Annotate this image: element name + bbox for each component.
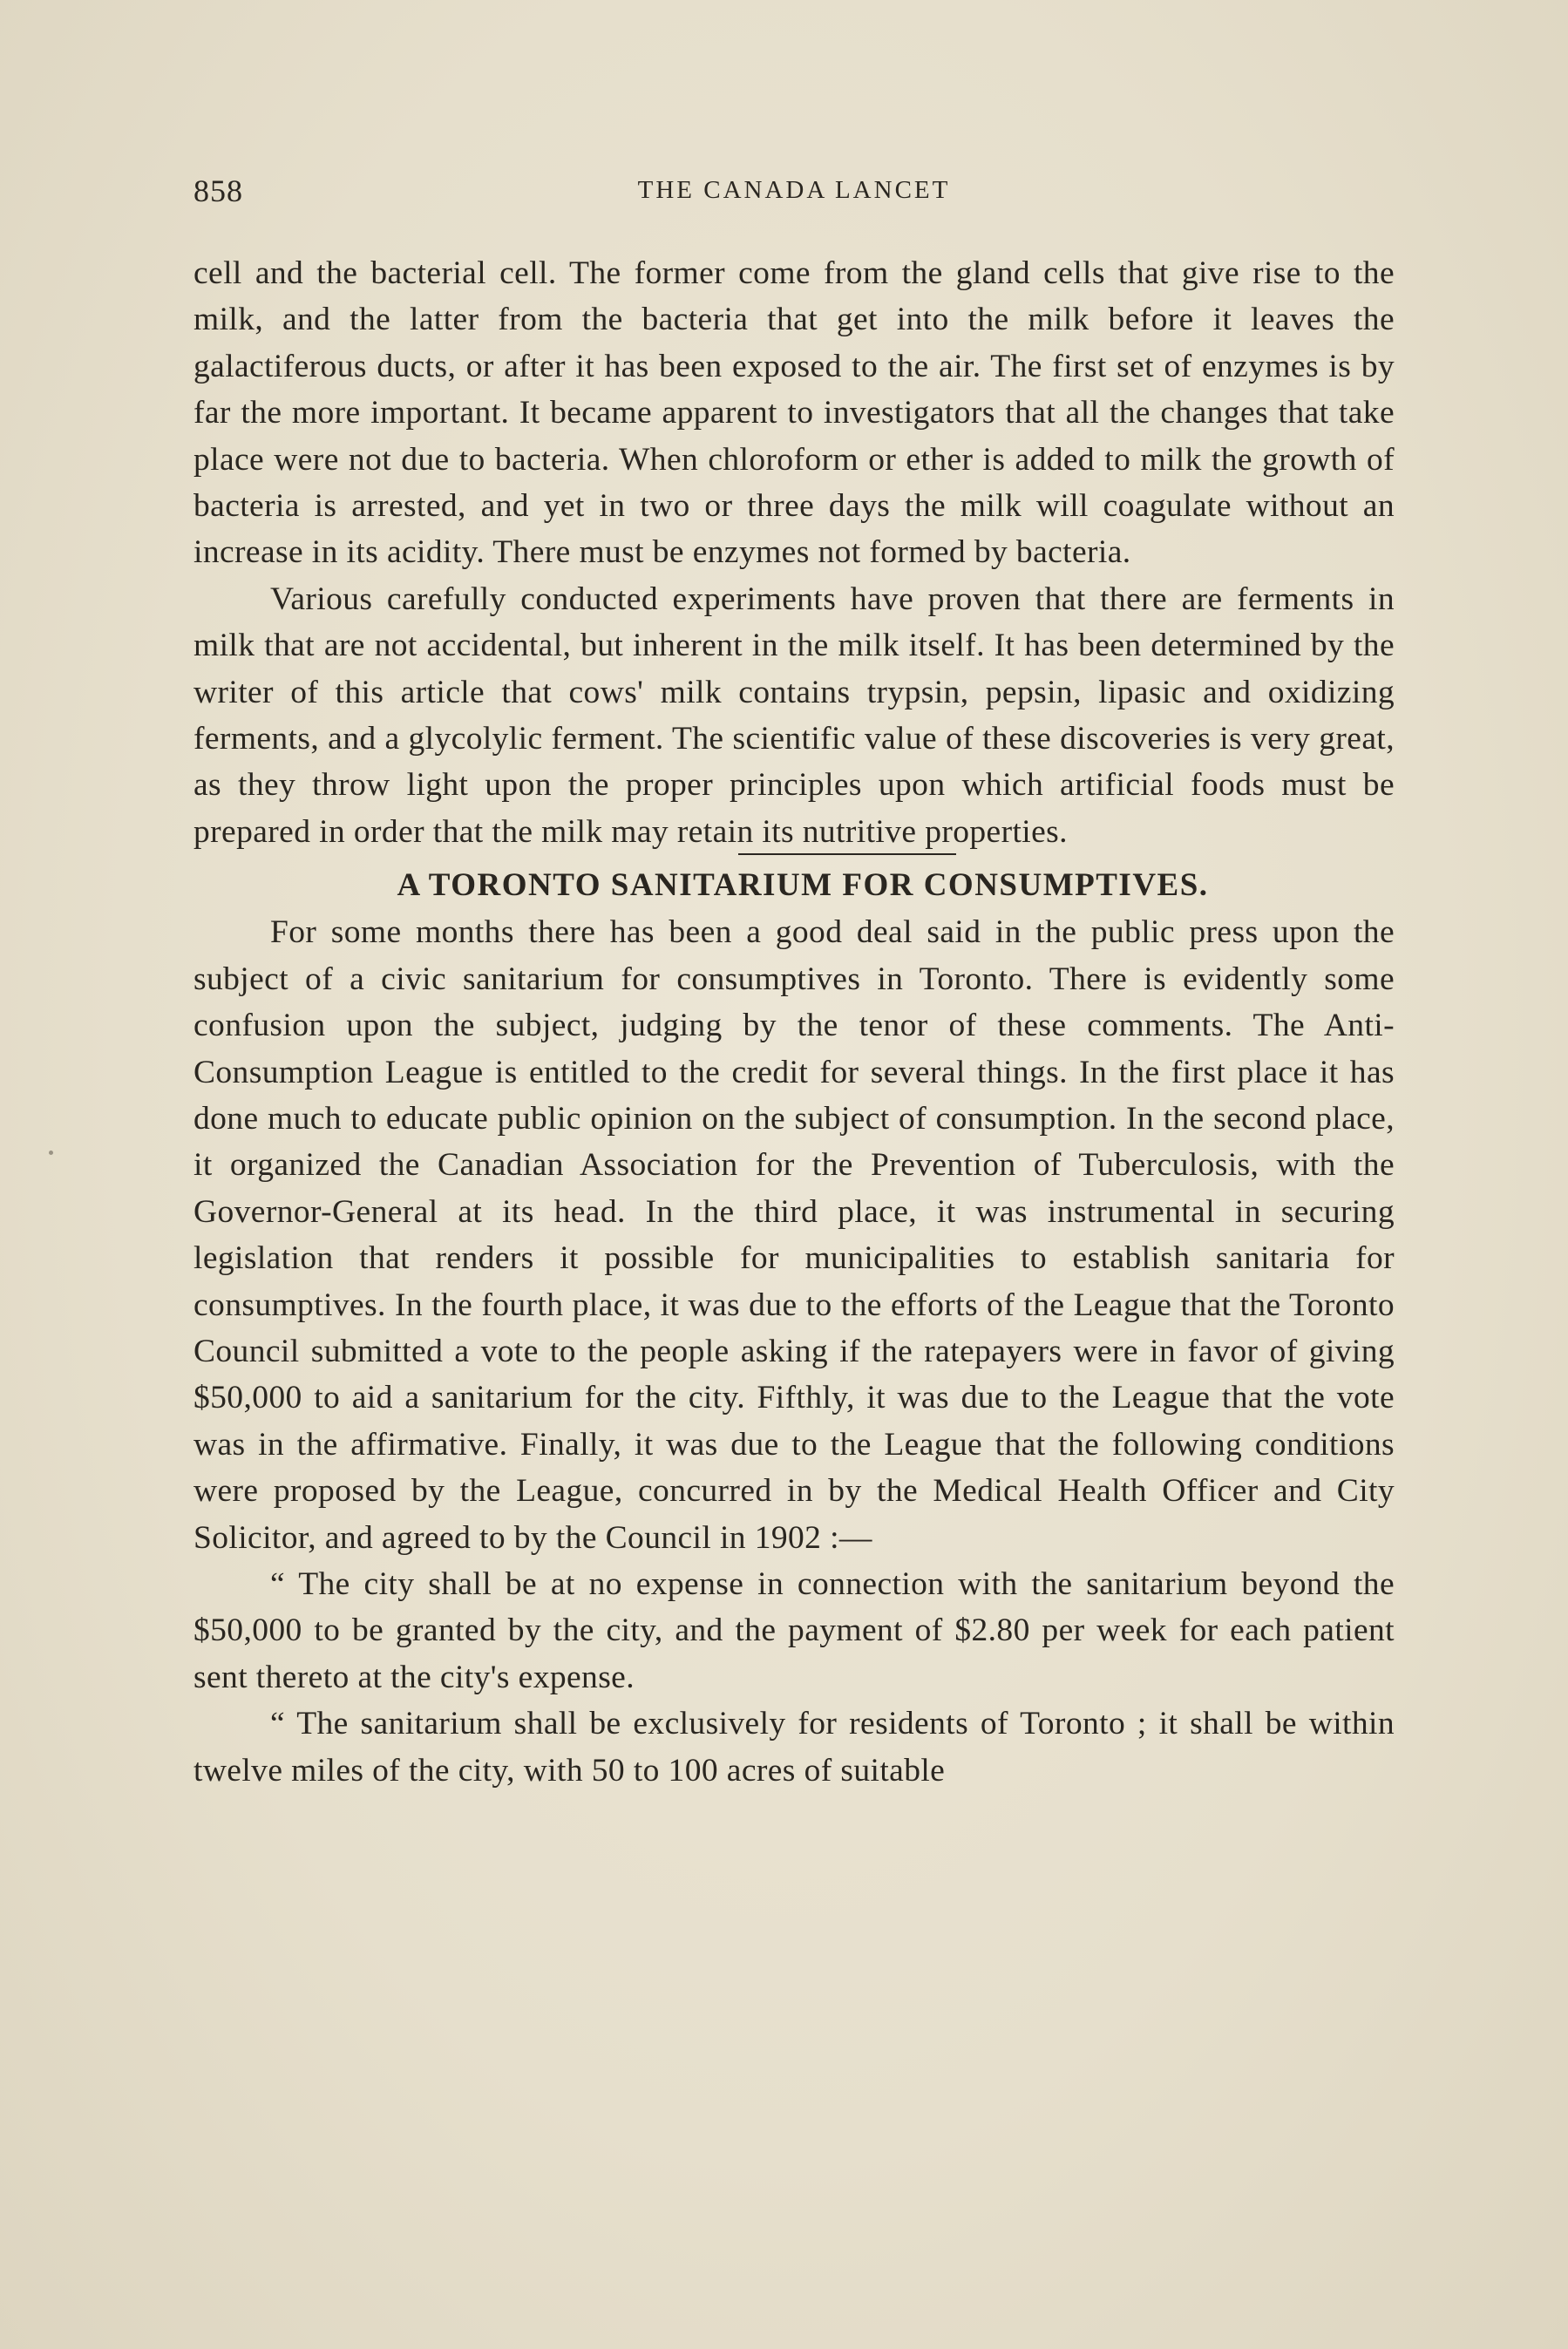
section-heading: A TORONTO SANITARIUM FOR CONSUMPTIVES. — [397, 867, 1209, 904]
body-text — [193, 250, 1395, 1794]
running-head — [193, 173, 1395, 216]
paragraph: For some months there has been a good deal said in the public press upon the subject of a civic sanitarium for consumptives in Toronto. There is evidently some confusion upon the subject, judging by the tenor of these comments. The Anti-Consumption League is entitled to the credit for several things. In the first place it has done much to educate public opinion on the subject of consumption. In the second place, it organized the Canadian Association for the Prevention of Tuberculosis, with the Governor-General at its head. In the third place, it was instrumental in securing legislation that renders it possible for municipalities to establish sanitaria for consumptives. In the fourth place, it was due to the efforts of the League that the Toronto Council submitted a vote to the people asking if the ratepayers were in favor of giving $50,000 to aid a sanitarium for the city. Fifthly, it was due to the League that the vote was in the affirmative. Finally, it was due to the League that the following conditions were proposed by the League, concurred in by the Medical Health Officer and City Solicitor, and agreed to by the Council in 1902 :— — [193, 914, 1395, 1556]
page-number: 858 — [193, 173, 243, 208]
quoted-condition: “ The sanitarium shall be exclusively for residents of Toronto ; it shall be within twelve miles of the city, with 50 to 100 acres of suitable — [193, 1706, 1395, 1789]
paragraph-continued: cell and the bacterial cell. The former come from the gland cells that give rise to the milk, and the latter from the bacteria that get into the milk before it leaves the galactiferous ducts, or after it has been exposed to the air. The first set of enzymes is by far the more important. It became apparent to investigators that all the changes that take place were not due to bacteria. When chloroform or ether is added to milk the growth of bacteria is arrested, and yet in two or three days the milk will coagulate without an increase in its acidity. There must be enzymes not formed by bacteria. — [193, 255, 1395, 571]
journal-title: THE CANADA LANCET — [637, 176, 951, 204]
section-divider — [738, 853, 956, 855]
paragraph: Various carefully conducted experiments have proven that there are ferments in milk that are not accidental, but inherent in the milk itself. It has been determined by the writer of this article that cows' milk contains trypsin, pepsin, lipasic and oxidizing ferments, and a glycolylic ferment. The scientific value of these discoveries is very great, as they throw light upon the proper principles upon which artificial foods must be prepared in order that the milk may retain its nutritive properties. — [193, 580, 1395, 850]
quoted-condition: “ The city shall be at no expense in connection with the sanitarium beyond the $50,000 to be granted by the city, and the payment of $2.80 per week for each patient sent thereto at the city's expense. — [193, 1565, 1395, 1695]
paper-speck — [49, 1151, 53, 1155]
